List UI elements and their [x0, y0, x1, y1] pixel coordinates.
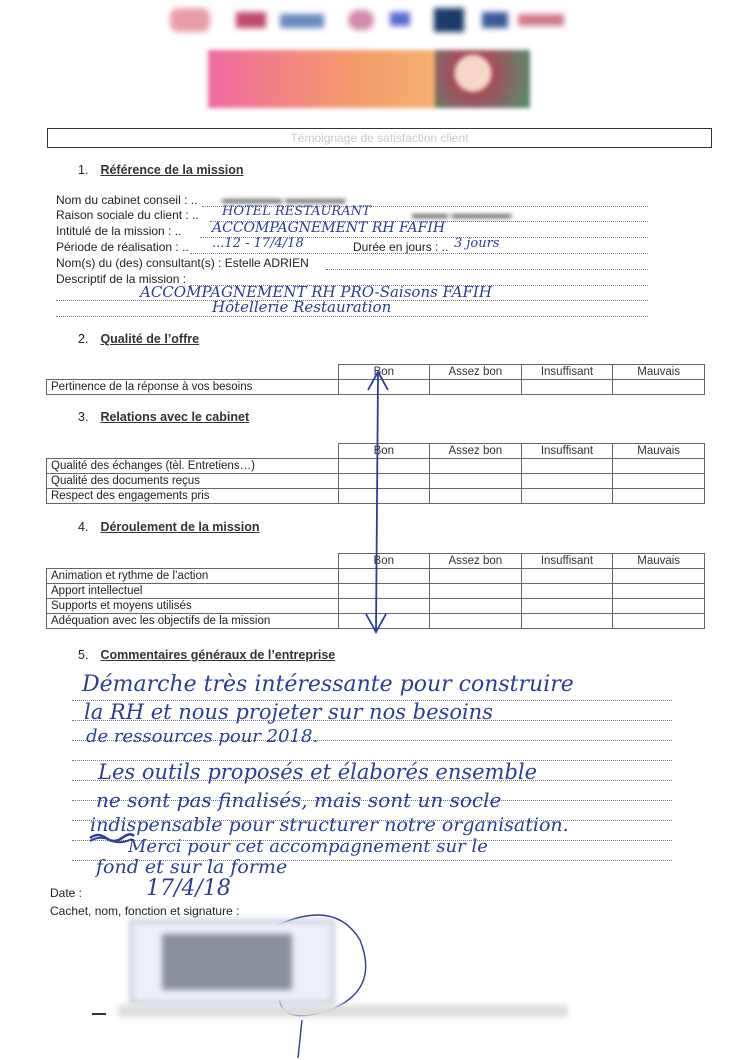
rating-cell[interactable]: [430, 380, 522, 395]
section-number: 1.: [78, 163, 89, 177]
logo-3: [280, 14, 324, 28]
comment-text-line: Merci pour cet accompagnement sur le: [128, 836, 488, 857]
section-title: Référence de la mission: [100, 163, 244, 177]
empty-header-cell: [47, 554, 339, 569]
descriptif-dotted-line-3: [56, 316, 648, 317]
logo-8: [518, 14, 564, 26]
comment-text-line: fond et sur la forme: [96, 856, 288, 878]
section-5-heading: [78, 648, 335, 662]
criterion-label: Qualité des échanges (tèl. Entretiens…): [47, 459, 339, 474]
section-title: Déroulement de la mission: [100, 520, 260, 534]
rating-cell[interactable]: [521, 489, 613, 504]
rating-cell[interactable]: [521, 380, 613, 395]
section-title: Qualité de l’offre: [100, 332, 200, 346]
header-mauvais: Mauvais: [613, 444, 705, 459]
rating-cell[interactable]: [613, 584, 705, 599]
periode-dotted-line: [190, 253, 648, 254]
section-number: 2.: [78, 332, 89, 346]
logo-7: [482, 12, 508, 28]
logo-5: [390, 12, 410, 26]
cabinet-label: Nom du cabinet conseil : ..: [56, 193, 198, 207]
raison-value: HOTEL RESTAURANT: [222, 204, 371, 219]
header-assez-bon: Assez bon: [430, 444, 522, 459]
rating-cell[interactable]: [430, 489, 522, 504]
section-title: Relations avec le cabinet: [100, 410, 250, 424]
cachet-label: Cachet, nom, fonction et signature :: [50, 904, 240, 918]
section-3-heading: [78, 410, 249, 424]
rating-cell[interactable]: [430, 474, 522, 489]
descriptif-value-line1: ACCOMPAGNEMENT RH PRO-Saisons FAFIH: [140, 283, 492, 301]
empty-header-cell: [47, 444, 339, 459]
logo-2: [236, 12, 266, 28]
rating-cell[interactable]: [521, 599, 613, 614]
banner-image: [208, 50, 530, 108]
raison-value-redacted: ▬▬▬ ▬▬▬▬▬: [412, 207, 512, 221]
bon-arrow-mark: [360, 368, 396, 636]
rating-cell[interactable]: [521, 614, 613, 629]
duree-value: 3 jours: [454, 236, 500, 251]
header-bon: Bon: [338, 554, 429, 569]
comment-text-line: de ressources pour 2018.: [86, 726, 319, 747]
header-insuffisant: Insuffisant: [521, 365, 613, 380]
criterion-label: Qualité des documents reçus: [47, 474, 339, 489]
rating-cell[interactable]: [613, 380, 705, 395]
consultant-dotted-line: [326, 269, 648, 270]
header-mauvais: Mauvais: [613, 365, 705, 380]
header-mauvais: Mauvais: [613, 554, 705, 569]
cabinet-value-redacted: ▬▬▬▬▬ ▬▬▬▬▬: [222, 192, 346, 206]
descriptif-value-line2: Hôtellerie Restauration: [212, 298, 392, 316]
comment-text-line: ne sont pas finalisés, mais sont un socle: [96, 788, 502, 812]
comment-text-line: Les outils proposés et élaborés ensemble: [98, 760, 538, 784]
section-number: 5.: [78, 648, 89, 662]
rating-cell[interactable]: [613, 569, 705, 584]
criterion-label: Animation et rythme de l’action: [47, 569, 339, 584]
rating-cell[interactable]: [613, 599, 705, 614]
footer-redacted: [118, 1005, 568, 1017]
criterion-label: Supports et moyens utilisés: [47, 599, 339, 614]
date-value: 17/4/18: [146, 876, 231, 901]
rating-cell[interactable]: [521, 474, 613, 489]
form-title: Témoignage de satisfaction client: [47, 128, 712, 148]
section-title: Commentaires généraux de l’entreprise: [100, 648, 336, 662]
intitule-label: Intitulé de la mission : ..: [56, 224, 182, 238]
header-insuffisant: Insuffisant: [521, 554, 613, 569]
logo-4: [348, 10, 374, 30]
criterion-label: Adéquation avec les objectifs de la mission: [47, 614, 339, 629]
section-number: 4.: [78, 520, 89, 534]
section-4-heading: [78, 520, 260, 534]
company-stamp-redacted: [130, 920, 334, 1004]
comment-text-line: la RH et nous projeter sur nos besoins: [84, 700, 493, 724]
rating-cell[interactable]: [613, 459, 705, 474]
section-1-heading: [78, 163, 244, 177]
header-bon: Bon: [338, 444, 429, 459]
rating-cell[interactable]: [430, 584, 522, 599]
rating-cell[interactable]: [430, 614, 522, 629]
periode-label: Période de réalisation : ..: [56, 240, 189, 254]
rating-cell[interactable]: [521, 459, 613, 474]
rating-cell[interactable]: [430, 569, 522, 584]
duree-label: Durée en jours : ..: [353, 240, 449, 254]
date-label: Date :: [50, 886, 83, 900]
partner-logos: [160, 6, 580, 36]
criterion-label: Pertinence de la réponse à vos besoins: [47, 380, 339, 395]
header-bon: Bon: [338, 365, 429, 380]
logo-6: [434, 8, 464, 32]
header-assez-bon: Assez bon: [430, 365, 522, 380]
consultant-label: Nom(s) du (des) consultant(s) : Estelle ADRIEN: [56, 256, 309, 270]
header-insuffisant: Insuffisant: [521, 444, 613, 459]
rating-cell[interactable]: [613, 474, 705, 489]
comment-text-line: Démarche très intéressante pour construire: [82, 672, 574, 697]
logo-1: [170, 8, 210, 32]
rating-cell[interactable]: [521, 584, 613, 599]
scribble-mark: [88, 830, 136, 844]
periode-value: ...12 - 17/4/18: [212, 236, 304, 251]
header-assez-bon: Assez bon: [430, 554, 522, 569]
rating-cell[interactable]: [521, 569, 613, 584]
intitule-value: ACCOMPAGNEMENT RH FAFIH: [212, 220, 446, 236]
criterion-label: Apport intellectuel: [47, 584, 339, 599]
raison-label: Raison sociale du client : ..: [56, 208, 199, 222]
section-2-heading: [78, 332, 199, 346]
empty-header-cell: [47, 365, 339, 380]
descriptif-label: Descriptif de la mission :: [56, 272, 187, 286]
comment-text-line: indispensable pour structurer notre organisation.: [90, 814, 569, 836]
footer-dash: [92, 1013, 106, 1015]
rating-cell[interactable]: [430, 459, 522, 474]
rating-cell[interactable]: [430, 599, 522, 614]
rating-cell[interactable]: [613, 614, 705, 629]
criterion-label: Respect des engagements pris: [47, 489, 339, 504]
rating-cell[interactable]: [613, 489, 705, 504]
section-number: 3.: [78, 410, 89, 424]
